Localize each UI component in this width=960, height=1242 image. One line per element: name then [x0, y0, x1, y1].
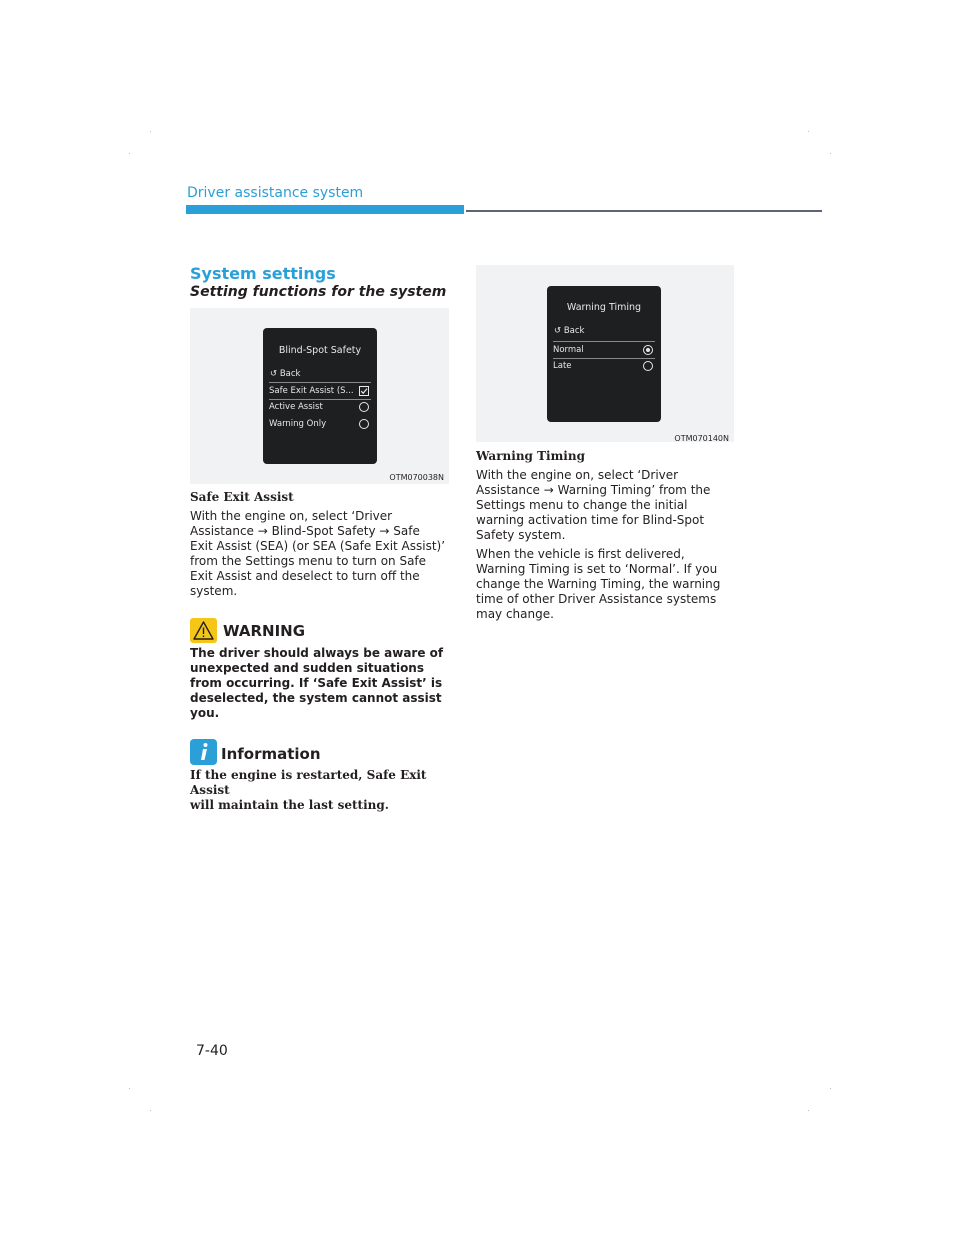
page-number: 7-40 — [196, 1043, 228, 1059]
radio-on-icon — [643, 345, 653, 355]
text-line: Warning Timing is set to ‘Normal’. If you — [476, 562, 718, 576]
menu-item-warning-only[interactable] — [269, 416, 371, 432]
text-line: change the Warning Timing, the warning — [476, 577, 721, 591]
menu-item-label: Safe Exit Assist (S... — [269, 386, 354, 396]
text-line: unexpected and sudden situations — [190, 661, 424, 675]
crop-mark — [129, 153, 130, 154]
text-line: If the engine is restarted, Safe Exit Assist — [190, 768, 427, 797]
subheading-safe-exit-assist: Safe Exit Assist — [190, 490, 294, 504]
text-line: may change. — [476, 607, 554, 621]
warning-body — [190, 646, 450, 721]
text-line: deselected, the system cannot assist — [190, 691, 442, 705]
chapter-title: Driver assistance system — [187, 185, 364, 201]
text-line: When the vehicle is first delivered, — [476, 547, 685, 561]
info-title: Information — [221, 745, 321, 763]
text-line: you. — [190, 706, 220, 720]
menu-item-label: Warning Only — [269, 419, 327, 429]
text-line: Settings menu to change the initial — [476, 498, 688, 512]
text-line: warning activation time for Blind-Spot — [476, 513, 705, 527]
warning-icon — [190, 618, 217, 643]
text-line: With the engine on, select ‘Driver — [476, 468, 679, 482]
menu-item-normal[interactable] — [553, 341, 655, 359]
header-bar-accent — [186, 205, 464, 214]
crop-mark — [150, 131, 151, 132]
text-line: time of other Driver Assistance systems — [476, 592, 717, 606]
paragraph-safe-exit-assist — [190, 509, 450, 599]
text-line: Safety system. — [476, 528, 566, 542]
figure-code: OTM070140N — [674, 434, 729, 443]
crop-mark — [808, 131, 809, 132]
warning-title: WARNING — [223, 622, 306, 640]
paragraph-warning-timing-2 — [476, 547, 741, 622]
text-line: With the engine on, select ‘Driver — [190, 509, 393, 523]
crop-mark — [830, 153, 831, 154]
text-line: Assistance → Warning Timing’ from the — [476, 483, 711, 497]
header-bar-rule — [466, 210, 822, 212]
back-button[interactable]: ↺ Back — [554, 326, 585, 336]
crop-mark — [830, 1088, 831, 1089]
radio-off-icon — [359, 419, 369, 429]
figure-blind-spot-safety — [190, 308, 449, 484]
paragraph-warning-timing-1 — [476, 468, 741, 543]
text-line: will maintain the last setting. — [190, 798, 389, 812]
radio-off-icon — [359, 402, 369, 412]
section-title: System settings — [190, 264, 336, 283]
text-line: system. — [190, 584, 238, 598]
section-subtitle: Setting functions for the system — [190, 284, 447, 300]
subheading-warning-timing: Warning Timing — [476, 449, 585, 463]
figure-warning-timing — [476, 265, 734, 442]
figure-code: OTM070038N — [389, 473, 444, 482]
crop-mark — [150, 1110, 151, 1111]
text-line: Exit Assist and deselect to turn off the — [190, 569, 420, 583]
text-line: from occurring. If ‘Safe Exit Assist’ is — [190, 676, 443, 690]
radio-off-icon — [643, 361, 653, 371]
text-line: The driver should always be aware of — [190, 646, 444, 660]
screen-title: Blind-Spot Safety — [278, 345, 362, 356]
crop-mark — [129, 1088, 130, 1089]
menu-item-safe-exit-assist[interactable] — [269, 382, 371, 400]
text-line: Exit Assist (SEA) (or SEA (Safe Exit Assist)’ — [190, 539, 446, 553]
text-line: from the Settings menu to turn on Safe — [190, 554, 427, 568]
menu-item-late[interactable] — [553, 358, 655, 374]
crop-mark — [808, 1110, 809, 1111]
checkbox-checked-icon — [359, 386, 369, 396]
menu-item-label: Late — [553, 361, 572, 371]
info-icon — [190, 739, 217, 765]
info-body — [190, 768, 455, 813]
screen-title: Warning Timing — [566, 302, 642, 313]
menu-item-active-assist[interactable] — [269, 399, 371, 415]
menu-item-label: Normal — [553, 345, 584, 355]
back-button[interactable]: ↺ Back — [270, 369, 301, 379]
text-line: Assistance → Blind-Spot Safety → Safe — [190, 524, 420, 538]
cluster-screen — [263, 328, 377, 464]
cluster-screen — [547, 286, 661, 422]
menu-item-label: Active Assist — [269, 402, 323, 412]
